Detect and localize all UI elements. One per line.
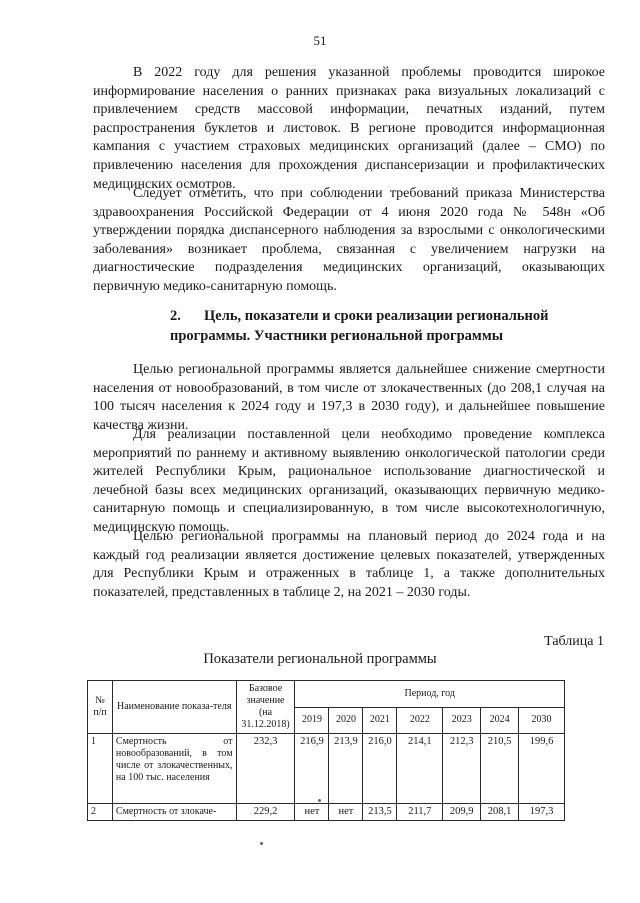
paragraph-targets: Целью региональной программы на плановый период до 2024 года и на каждый год реализации является достижение целевых показателей, утвержденных для Республики Крым и отраженных в таблице 1, а также дополнительных показателей, представленных в таблице 2, на 2021 – 2030 годы. xyxy=(93,529,605,600)
table-caption: Таблица 1 xyxy=(544,634,604,649)
row-value: 216,0 xyxy=(363,734,397,804)
header-year: 2021 xyxy=(363,707,397,734)
indicators-table xyxy=(87,680,565,821)
scan-speck xyxy=(318,799,321,802)
row-value: 214,1 xyxy=(397,734,443,804)
scan-speck xyxy=(260,842,263,845)
header-year: 2030 xyxy=(519,707,565,734)
table-header-row xyxy=(88,681,565,708)
row-value: 208,1 xyxy=(481,804,519,821)
row-value: нет xyxy=(295,804,329,821)
table-row xyxy=(88,734,565,804)
header-year: 2020 xyxy=(329,707,363,734)
row-value: 199,6 xyxy=(519,734,565,804)
header-year: 2022 xyxy=(397,707,443,734)
paragraph-order-548n: Следует отметить, что при соблюдении требований приказа Министерства здравоохранения Российской Федерации от 4 июня 2020 года № 548н «Об утверждении порядка диспансерного наблюдения за взрослыми с онкологическими заболевания» возникает проблема, связанная с увеличением нагрузки на диагностические подразделения медицинских организаций, оказывающих первичную медико-санитарную помощь. xyxy=(93,186,605,294)
row-value: 211,7 xyxy=(397,804,443,821)
paragraph-measures: Для реализации поставленной цели необходимо проведение комплекса мероприятий по раннему и активному выявлению онкологической патологии среди жителей Республики Крым, рациональное использование диагностической и лечебной базы всех медицинских организаций, оказывающих первичную медико-санитарную помощь и специализированную, в том числе высокотехнологичную, медицинскую помощь. xyxy=(93,427,605,535)
section-number: 2. xyxy=(170,308,181,324)
row-num: 2 xyxy=(88,804,113,821)
page-number: 51 xyxy=(313,33,327,48)
row-name: Смертность от злокаче- xyxy=(112,804,236,821)
row-value: 216,9 xyxy=(295,734,329,804)
row-base: 232,3 xyxy=(236,734,295,804)
section-title: Цель, показатели и сроки реализации региональной программы. Участники региональной программы xyxy=(170,308,549,344)
paragraph-smo-campaign: В 2022 году для решения указанной проблемы проводится широкое информирование населения о ранних признаках рака визуальных локализаций с привлечением средств массовой информации, печатных изданий, путем распространения буклетов и листовок. В регионе проводится информационная кампания с участием страховых медицинских организаций (далее – СМО) по привлечению населения для прохождения диспансеризации и профилактических медицинских осмотров. xyxy=(93,65,605,192)
row-base: 229,2 xyxy=(236,804,295,821)
row-value: 209,9 xyxy=(443,804,481,821)
paragraph-program-goal: Целью региональной программы является дальнейшее снижение смертности населения от новообразований, в том числе от злокачественных (до 208,1 случая на 100 тысяч населения к 2024 году и 197,3 в 2030 году), и дальнейшее повышение качества жизни. xyxy=(93,362,605,433)
row-num: 1 xyxy=(88,734,113,804)
row-value: нет xyxy=(329,804,363,821)
header-year: 2023 xyxy=(443,707,481,734)
row-value: 213,9 xyxy=(329,734,363,804)
header-name: Наименование показа-теля xyxy=(112,681,236,734)
row-value: 213,5 xyxy=(363,804,397,821)
header-year: 2024 xyxy=(481,707,519,734)
header-num: № п/п xyxy=(88,681,113,734)
row-value: 197,3 xyxy=(519,804,565,821)
row-value: 212,3 xyxy=(443,734,481,804)
header-period: Период, год xyxy=(295,681,565,708)
row-value: 210,5 xyxy=(481,734,519,804)
header-year: 2019 xyxy=(295,707,329,734)
section-heading xyxy=(170,306,610,346)
header-base: Базовое значение (на 31.12.2018) xyxy=(236,681,295,734)
table-title: Показатели региональной программы xyxy=(203,651,437,667)
table-row xyxy=(88,804,565,821)
row-name: Смертность от новообразований, в том числе от злокачественных, на 100 тыс. населения xyxy=(112,734,236,804)
